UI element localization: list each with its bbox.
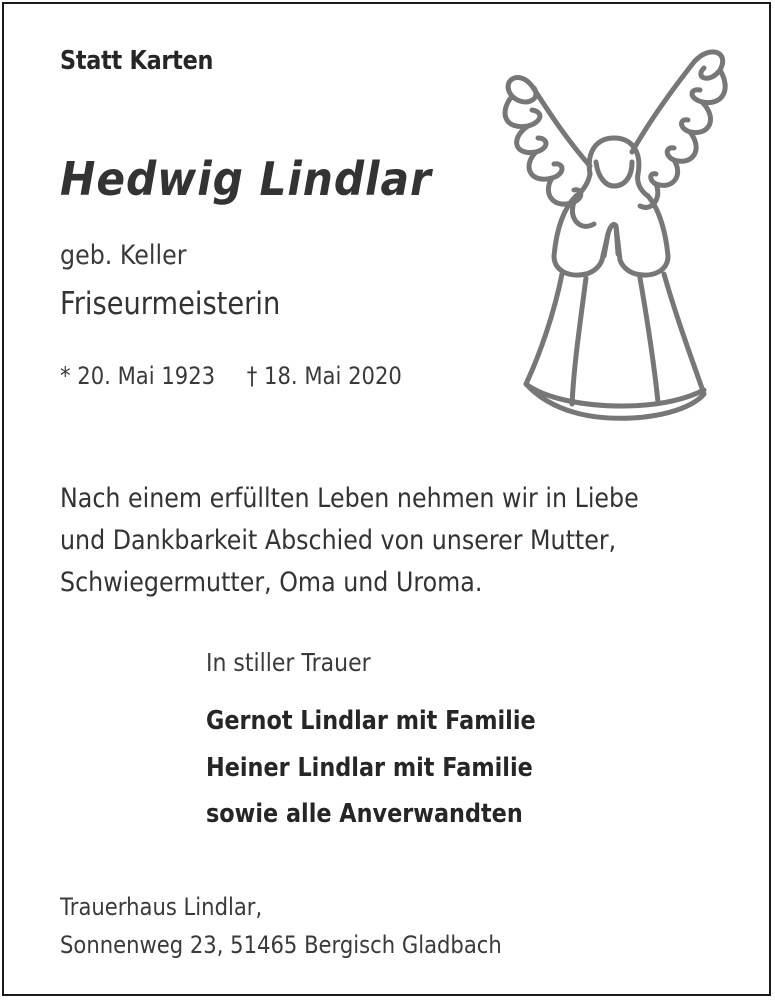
obituary-notice: [2, 2, 771, 996]
praying-angel-illustration: [482, 34, 744, 434]
mourner-line: sowie alle Anverwandten: [206, 799, 523, 829]
mourner-line: Heiner Lindlar mit Familie: [206, 752, 533, 783]
mourning-house-address: [60, 888, 502, 964]
header-label: Statt Karten: [60, 46, 214, 76]
birth-date: * 20. Mai 1923: [60, 362, 216, 390]
farewell-message: [60, 478, 639, 604]
message-line: Schwiegermutter, Oma und Uroma.: [60, 567, 483, 598]
mourner-line: Gernot Lindlar mit Familie: [206, 706, 536, 736]
message-line: und Dankbarkeit Abschied von unserer Mutter,: [60, 525, 617, 556]
death-date: † 18. Mai 2020: [246, 362, 402, 390]
life-dates: [60, 362, 402, 390]
message-line: Nach einem erfüllten Leben nehmen wir in Liebe: [60, 483, 639, 514]
maiden-name: geb. Keller: [60, 240, 187, 271]
profession: Friseurmeisterin: [60, 286, 281, 322]
mourners-list: [206, 698, 536, 838]
mourning-phrase: In stiller Trauer: [206, 648, 371, 677]
address-line: Sonnenweg 23, 51465 Bergisch Gladbach: [60, 931, 502, 959]
deceased-name: Hedwig Lindlar: [60, 152, 432, 206]
address-line: Trauerhaus Lindlar,: [60, 893, 263, 921]
